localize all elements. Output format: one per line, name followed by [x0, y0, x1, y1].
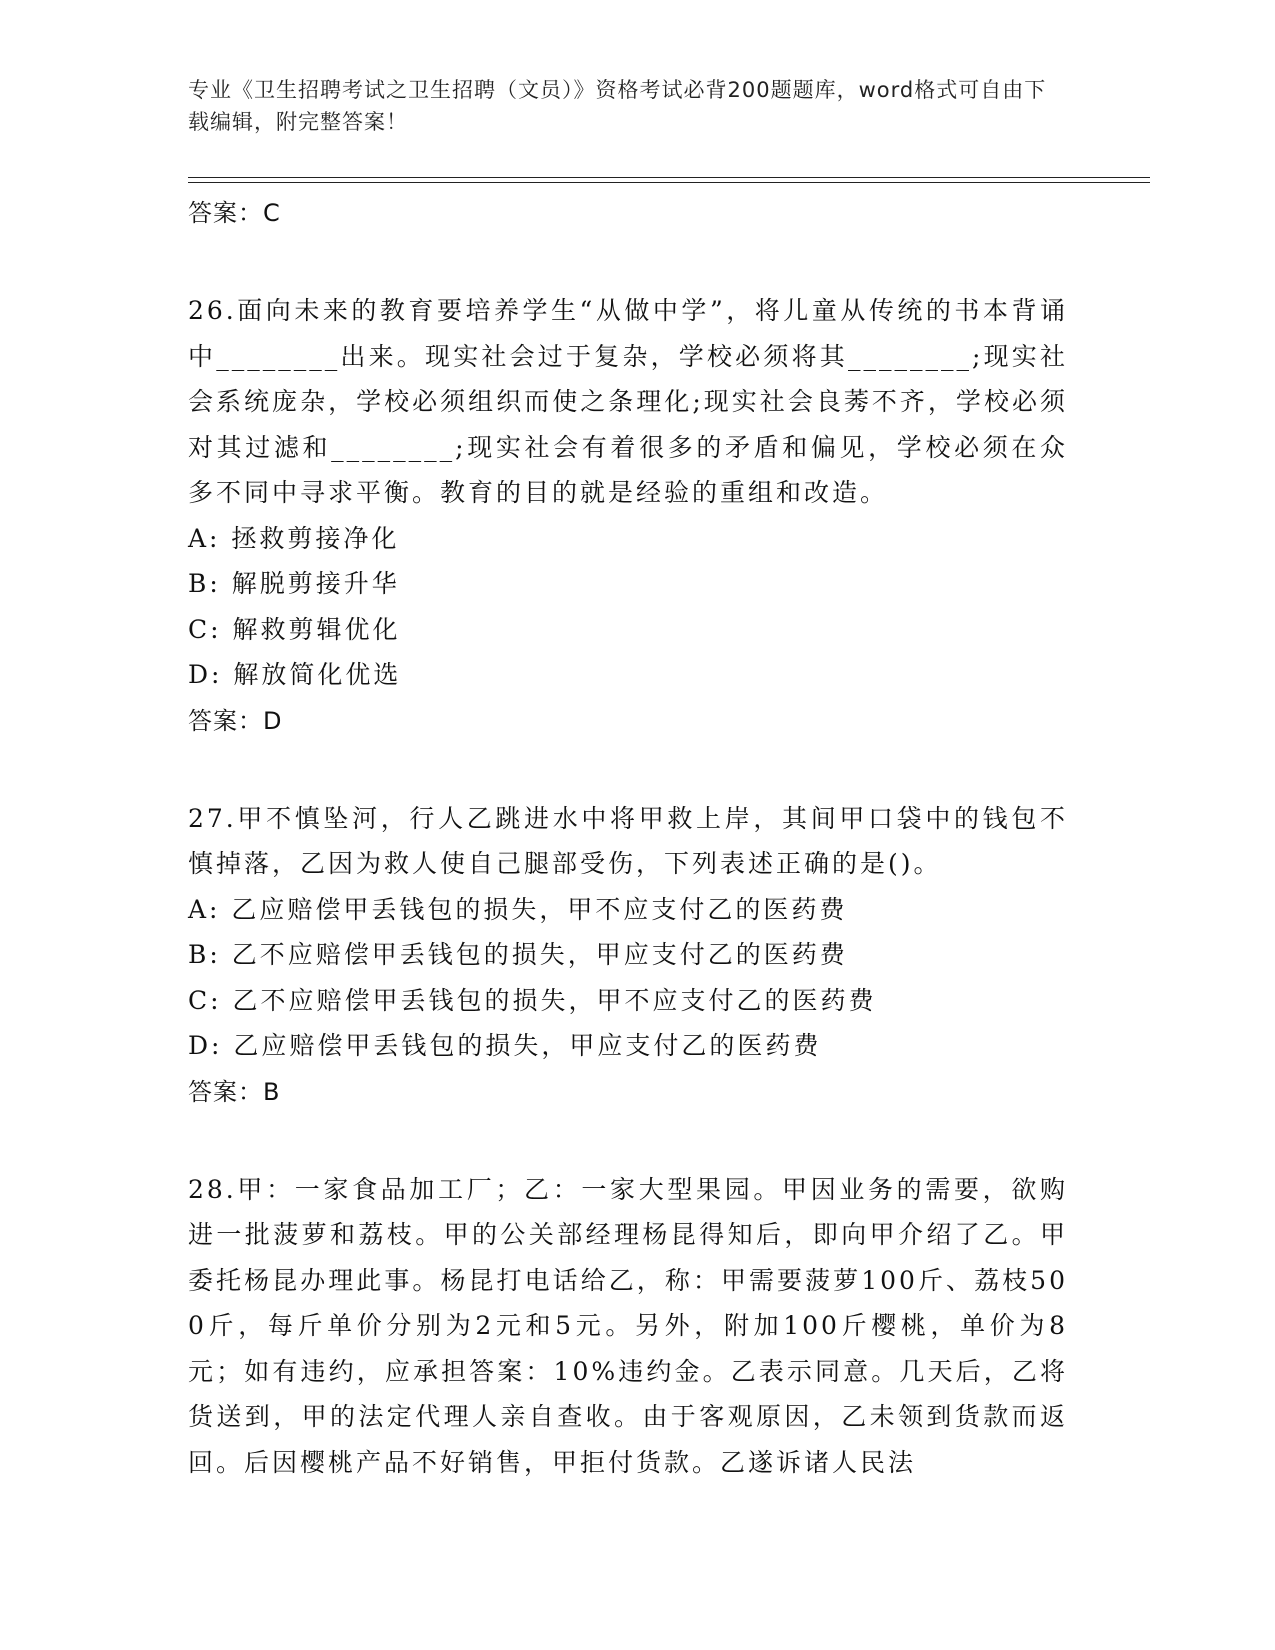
option-c: C: 解救剪辑优化 [188, 614, 401, 644]
question-26 [188, 288, 1068, 744]
option-b: B: 解脱剪接升华 [188, 569, 400, 598]
question-27 [188, 796, 1068, 1115]
question-28 [188, 1167, 1068, 1486]
option-d: D: 解放简化优选 [188, 660, 402, 689]
previous-answer: 答案：C [188, 199, 281, 227]
option-c: C: 乙不应赔偿甲丢钱包的损失，甲不应支付乙的医药费 [188, 985, 877, 1015]
option-a: A: 乙应赔偿甲丢钱包的损失，甲不应支付乙的医药费 [188, 894, 848, 924]
option-a: A: 拯救剪接净化 [188, 523, 400, 553]
header-divider [188, 177, 1150, 183]
answer-line: 答案：D [188, 706, 283, 735]
document-body [188, 190, 1068, 1537]
option-b: B: 乙不应赔偿甲丢钱包的损失，甲应支付乙的医药费 [188, 940, 848, 969]
question-stem: 27.甲不慎坠河，行人乙跳进水中将甲救上岸，其间甲口袋中的钱包不慎掉落，乙因为救人使自己腿部受伤，下列表述正确的是()。 [188, 803, 1068, 878]
question-stem: 26.面向未来的教育要培养学生“从做中学”，将儿童从传统的书本背诵中________出来。现实社会过于复杂，学校必须将其________;现实社会系统庞杂，学校必须组织而使之条理化;现实社会良莠不齐，学校必须对其过滤和________;现实社会有着很多的矛盾和偏见，学校必须在众多不同中寻求平衡。教育的目的就是经验的重组和改造。 [188, 296, 1068, 507]
option-d: D: 乙应赔偿甲丢钱包的损失，甲应支付乙的医药费 [188, 1031, 822, 1060]
page-header: 专业《卫生招聘考试之卫生招聘（文员）》资格考试必背200题题库，word格式可自由下载编辑，附完整答案！ [188, 78, 1047, 134]
answer-line: 答案：B [188, 1077, 281, 1106]
question-stem: 28.甲：一家食品加工厂；乙：一家大型果园。甲因业务的需要，欲购进一批菠萝和荔枝。甲的公关部经理杨昆得知后，即向甲介绍了乙。甲委托杨昆办理此事。杨昆打电话给乙，称：甲需要菠萝100斤、荔枝500斤，每斤单价分别为2元和5元。另外，附加100斤樱桃，单价为8元；如有违约，应承担答案：10%违约金。乙表示同意。几天后，乙将货送到，甲的法定代理人亲自查收。由于客观原因，乙未领到货款而返回。后因樱桃产品不好销售，甲拒付货款。乙遂诉诸人民法 [188, 1174, 1068, 1477]
